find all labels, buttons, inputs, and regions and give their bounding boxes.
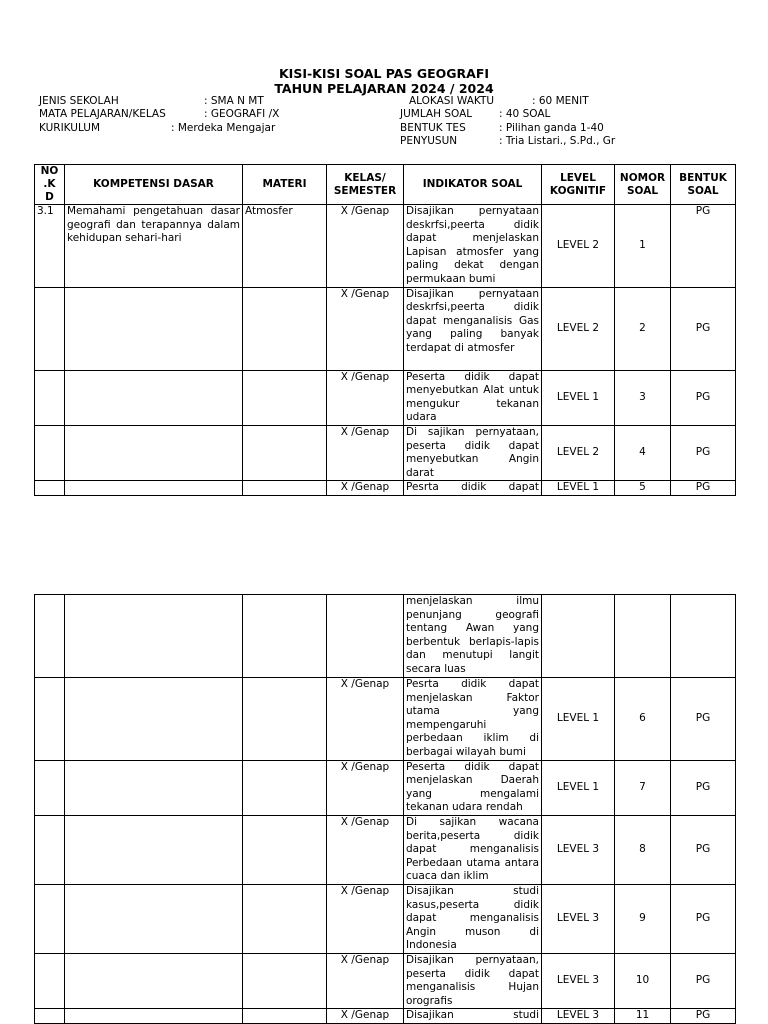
table-row [35, 953, 736, 1008]
kisi-kisi-table-continued [34, 594, 736, 1024]
meta-bentuk-value: : Pilihan ganda 1-40 [499, 122, 604, 134]
meta-kurikulum-value: : Merdeka Mengajar [171, 122, 276, 134]
cell-materi [243, 678, 327, 761]
table-row [35, 287, 736, 370]
cell-no-kd: 3.1 [35, 205, 65, 288]
cell-no-kd [35, 884, 65, 953]
cell-materi [243, 815, 327, 884]
cell-nomor: 6 [615, 678, 671, 761]
header-indikator: INDIKATOR SOAL [404, 165, 542, 205]
cell-kompetensi: Memahami pengetahuan dasar geografi dan terapannya dalam kehidupan sehari-hari [65, 205, 243, 288]
cell-nomor: 4 [615, 425, 671, 480]
header-bentuk: BENTUK SOAL [671, 165, 736, 205]
cell-kompetensi [65, 1009, 243, 1024]
cell-nomor: 3 [615, 370, 671, 425]
cell-kelas: X /Genap [327, 205, 404, 288]
cell-level: LEVEL 3 [542, 884, 615, 953]
header-nomor: NOMOR SOAL [615, 165, 671, 205]
cell-kelas: X /Genap [327, 425, 404, 480]
cell-materi [243, 884, 327, 953]
cell-indikator: Disajikan studi [404, 1009, 542, 1024]
cell-no-kd [35, 481, 65, 496]
table-row [35, 205, 736, 288]
cell-kelas [327, 595, 404, 678]
cell-materi [243, 370, 327, 425]
cell-level: LEVEL 1 [542, 370, 615, 425]
cell-indikator: Disajikan studi kasus,peserta didik dapat menganalisis Angin muson di Indonesia [404, 884, 542, 953]
cell-bentuk: PG [671, 678, 736, 761]
cell-indikator: Di sajikan pernyataan, peserta didik dapat menyebutkan Angin darat [404, 425, 542, 480]
cell-nomor: 11 [615, 1009, 671, 1024]
cell-level [542, 595, 615, 678]
cell-nomor: 7 [615, 760, 671, 815]
cell-indikator: Disajikan pernyataan, peserta didik dapat menganalisis Hujan orografis [404, 953, 542, 1008]
cell-no-kd [35, 760, 65, 815]
cell-level: LEVEL 1 [542, 760, 615, 815]
cell-bentuk: PG [671, 884, 736, 953]
cell-nomor: 10 [615, 953, 671, 1008]
meta-jenis-sekolah-value: : SMA N MT [204, 95, 264, 107]
cell-kompetensi [65, 595, 243, 678]
cell-bentuk: PG [671, 815, 736, 884]
cell-kompetensi [65, 481, 243, 496]
cell-indikator: Pesrta didik dapat [404, 481, 542, 496]
cell-materi [243, 287, 327, 370]
cell-kompetensi [65, 884, 243, 953]
cell-nomor: 5 [615, 481, 671, 496]
cell-kompetensi [65, 425, 243, 480]
meta-mapel-label: MATA PELAJARAN/KELAS [39, 108, 166, 120]
kisi-kisi-table [34, 164, 736, 496]
document-title: KISI-KISI SOAL PAS GEOGRAFI [278, 66, 490, 81]
cell-nomor [615, 595, 671, 678]
meta-bentuk-label: BENTUK TES [400, 122, 466, 134]
cell-no-kd [35, 1009, 65, 1024]
cell-nomor: 1 [615, 205, 671, 288]
table-row [35, 370, 736, 425]
header-level: LEVEL KOGNITIF [542, 165, 615, 205]
document-subtitle: TAHUN PELAJARAN 2024 / 2024 [274, 81, 494, 96]
cell-bentuk: PG [671, 287, 736, 370]
table-row [35, 760, 736, 815]
cell-bentuk [671, 595, 736, 678]
cell-indikator: Di sajikan wacana berita,peserta didik dapat menganalisis Perbedaan utama antara cuaca dan iklim [404, 815, 542, 884]
meta-jumlah-label: JUMLAH SOAL [400, 108, 473, 120]
cell-nomor: 2 [615, 287, 671, 370]
meta-mapel-value: : GEOGRAFI /X [204, 108, 280, 120]
header-no-kd: NO .K D [35, 165, 65, 205]
cell-no-kd [35, 287, 65, 370]
meta-kurikulum-label: KURIKULUM [39, 122, 101, 134]
cell-kompetensi [65, 815, 243, 884]
cell-no-kd [35, 815, 65, 884]
cell-no-kd [35, 595, 65, 678]
cell-bentuk: PG [671, 205, 736, 288]
header-kompetensi: KOMPETENSI DASAR [65, 165, 243, 205]
cell-level: LEVEL 3 [542, 1009, 615, 1024]
cell-kelas: X /Genap [327, 815, 404, 884]
cell-indikator: menjelaskan ilmu penunjang geografi tentang Awan yang berbentuk berlapis-lapis dan menutupi langit secara luas [404, 595, 542, 678]
cell-level: LEVEL 2 [542, 425, 615, 480]
cell-level: LEVEL 1 [542, 481, 615, 496]
cell-kelas: X /Genap [327, 953, 404, 1008]
cell-kompetensi [65, 370, 243, 425]
cell-no-kd [35, 425, 65, 480]
cell-kelas: X /Genap [327, 287, 404, 370]
cell-bentuk: PG [671, 760, 736, 815]
cell-kompetensi [65, 760, 243, 815]
meta-alokasi-label: ALOKASI WAKTU [409, 95, 495, 107]
cell-kompetensi [65, 953, 243, 1008]
table-row [35, 678, 736, 761]
table-row [35, 884, 736, 953]
cell-kelas: X /Genap [327, 760, 404, 815]
cell-level: LEVEL 2 [542, 205, 615, 288]
header-kelas: KELAS/ SEMESTER [327, 165, 404, 205]
cell-bentuk: PG [671, 953, 736, 1008]
cell-bentuk: PG [671, 481, 736, 496]
cell-materi: Atmosfer [243, 205, 327, 288]
cell-kelas: X /Genap [327, 370, 404, 425]
cell-bentuk: PG [671, 370, 736, 425]
cell-materi [243, 481, 327, 496]
table-row [35, 1009, 736, 1024]
cell-indikator: Peserta didik dapat menyebutkan Alat untuk mengukur tekanan udara [404, 370, 542, 425]
cell-kelas: X /Genap [327, 678, 404, 761]
cell-kelas: X /Genap [327, 884, 404, 953]
cell-materi [243, 760, 327, 815]
table-header-row [35, 165, 736, 205]
cell-kompetensi [65, 678, 243, 761]
table-row [35, 595, 736, 678]
cell-materi [243, 1009, 327, 1024]
cell-materi [243, 595, 327, 678]
cell-kompetensi [65, 287, 243, 370]
cell-nomor: 9 [615, 884, 671, 953]
cell-indikator: Disajikan pernyataan deskrfsi,peerta didik dapat menjelaskan Lapisan atmosfer yang paling dekat dengan permukaan bumi [404, 205, 542, 288]
table-row [35, 481, 736, 496]
meta-jenis-sekolah-label: JENIS SEKOLAH [39, 95, 119, 107]
table-row [35, 815, 736, 884]
cell-materi [243, 953, 327, 1008]
cell-bentuk: PG [671, 425, 736, 480]
meta-penyusun-value: : Tria Listari., S.Pd., Gr [499, 135, 616, 147]
cell-nomor: 8 [615, 815, 671, 884]
meta-penyusun-label: PENYUSUN [400, 135, 458, 147]
header-materi: MATERI [243, 165, 327, 205]
cell-indikator: Peserta didik dapat menjelaskan Daerah yang mengalami tekanan udara rendah [404, 760, 542, 815]
cell-level: LEVEL 1 [542, 678, 615, 761]
cell-no-kd [35, 678, 65, 761]
table-row [35, 425, 736, 480]
cell-indikator: Disajikan pernyataan deskrfsi,peerta didik dapat menganalisis Gas yang paling banyak terdapat di atmosfer [404, 287, 542, 370]
cell-level: LEVEL 2 [542, 287, 615, 370]
cell-kelas: X /Genap [327, 1009, 404, 1024]
cell-indikator: Pesrta didik dapat menjelaskan Faktor utama yang mempengaruhi perbedaan iklim di berbagai wilayah bumi [404, 678, 542, 761]
meta-alokasi-value: : 60 MENIT [532, 95, 589, 107]
cell-kelas: X /Genap [327, 481, 404, 496]
cell-materi [243, 425, 327, 480]
cell-level: LEVEL 3 [542, 815, 615, 884]
cell-bentuk: PG [671, 1009, 736, 1024]
meta-jumlah-value: : 40 SOAL [499, 108, 551, 120]
cell-level: LEVEL 3 [542, 953, 615, 1008]
cell-no-kd [35, 953, 65, 1008]
cell-no-kd [35, 370, 65, 425]
